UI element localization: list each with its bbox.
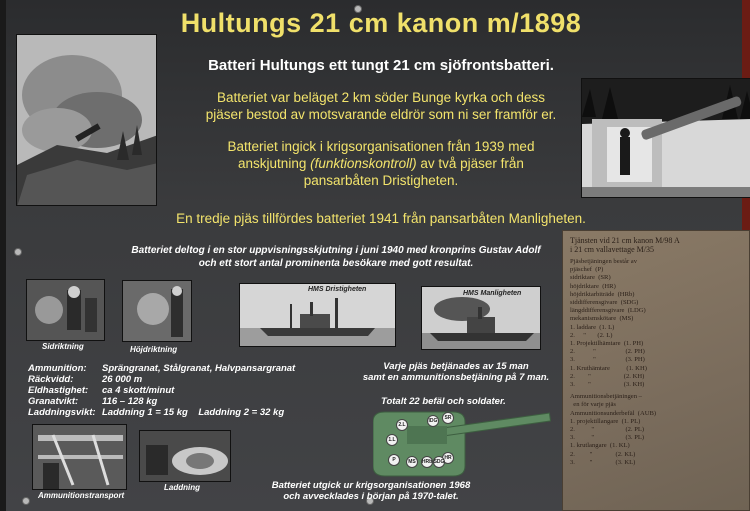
firing-battery-photo — [16, 34, 157, 206]
note-line: 1. Kruthämtare (1. KH) — [570, 364, 647, 372]
note-line: en för varje pjäs — [570, 401, 616, 409]
note-line: mekanismskötare (MS) — [570, 315, 634, 323]
note-line: 1. krutlangare (1. KL) — [570, 442, 630, 450]
note-line: siddifferensgivare (SDG) — [570, 299, 639, 307]
spec-row: Ammunition: Sprängranat, Stålgranat, Halvpansargranat — [28, 363, 296, 374]
third-gun-paragraph: En tredje pjäs tillfördes batteriet 1941 från pansarbåten Manligheten. — [176, 211, 586, 226]
note-line: längddifferensgivare (LDG) — [570, 307, 646, 315]
spec-row: Granatvikt: 116 – 128 kg — [28, 396, 158, 407]
note-heading: i 21 cm vallavettage M/35 — [570, 245, 654, 254]
note-line: 1. laddare (1. L) — [570, 323, 615, 331]
note-line: 3. " (3. PH) — [570, 356, 645, 364]
ammunitionstransport-caption: Ammunitionstransport — [38, 491, 125, 500]
sidriktning-photo — [26, 279, 105, 341]
total-crew-text: Totalt 22 befäl och soldater. — [381, 396, 506, 407]
laddning-caption: Laddning — [164, 483, 200, 492]
intro-line: Batteriet var beläget 2 km söder Bunge kyrka och dess — [217, 90, 545, 105]
note-line: 2. " (2. KH) — [570, 372, 645, 380]
bolt — [14, 248, 22, 256]
organisation-line: Batteriet ingick i krigsorganisationen från 1939 med — [227, 139, 535, 154]
closing-line: och avvecklades i början på 1970-talet. — [283, 491, 459, 502]
crew-text — [356, 361, 556, 383]
note-heading: Tjänsten vid 21 cm kanon M/98 A — [570, 236, 680, 245]
laddning-photo — [139, 430, 231, 482]
position-marker: P — [388, 454, 400, 466]
organisation-line: anskjutning (funktionskontroll) av två pjäser från — [238, 156, 524, 171]
note-line: 2. " (2. PL) — [570, 426, 645, 434]
position-marker: SDG — [433, 456, 445, 468]
note-line: höjdriktarbiträde (HRb) — [570, 290, 635, 298]
position-marker: MS — [406, 456, 418, 468]
note-line: 2. " (2. PH) — [570, 348, 645, 356]
position-marker: HR — [442, 452, 454, 464]
note-line: pjäschef (P) — [570, 266, 604, 274]
spec-row: Räckvidd: 26 000 m — [28, 374, 143, 385]
bolt — [22, 497, 30, 505]
crew-line: Varje pjäs betjänades av 15 man — [383, 361, 529, 372]
board-subtitle: Batteri Hultungs ett tungt 21 cm sjöfrontsbatteri. — [208, 57, 554, 74]
note-lines — [570, 258, 742, 467]
demonstration-line: Batteriet deltog i en stor uppvisningsskjutning i juni 1940 med kronprins Gustav Adolf — [131, 245, 541, 256]
note-line: Ammunitionsbetjäningen – — [570, 393, 642, 401]
intro-line: pjäser bestod av motsvarande eldrör som ni ser framför er. — [205, 107, 557, 122]
spec-row: Eldhastighet: ca 4 skott/minut — [28, 385, 175, 396]
note-line: Pjäsbetjäningen består av — [570, 258, 638, 265]
note-line: höjdriktare (HR) — [570, 282, 616, 290]
note-line: 3. " (3. KL) — [570, 458, 636, 466]
note-line: 1. Projektilhämtare (1. PH) — [570, 340, 644, 348]
hms-manligheten-caption: HMS Manligheten — [463, 290, 522, 297]
organisation-emphasis: (funktionskontroll) — [310, 156, 417, 171]
note-line: 2. " (2. KL) — [570, 450, 636, 458]
organisation-line: pansarbåten Dristigheten. — [303, 173, 459, 188]
position-marker: lDG — [427, 415, 439, 427]
intro-paragraph — [171, 89, 591, 123]
position-marker: HRb — [421, 456, 433, 468]
note-line: sidriktare (SR) — [570, 274, 611, 282]
ammunitionstransport-photo — [32, 424, 127, 490]
gun-crew-diagram — [373, 408, 553, 483]
position-marker: 2.L — [396, 419, 408, 431]
note-line: 3. " (3. KH) — [570, 381, 645, 389]
organisation-paragraph — [166, 138, 596, 189]
note-line: 1. projektillangare (1. PL) — [570, 417, 641, 425]
spec-row: Laddningsvikt: Laddning 1 = 15 kg Laddning 2 = 32 kg — [28, 407, 285, 418]
gun-specifications — [28, 363, 295, 418]
note-line: Ammunitionsunderbefäl (AUB) — [570, 409, 657, 417]
demonstration-paragraph — [116, 244, 556, 270]
position-marker: 1.L — [386, 434, 398, 446]
note-line: 3. " (3. PL) — [570, 434, 645, 442]
hojdriktning-photo — [122, 280, 192, 342]
sidriktning-caption: Sidriktning — [42, 342, 84, 351]
note-line: 2. " (2. L) — [570, 331, 613, 339]
board-title: Hultungs 21 cm kanon m/1898 — [180, 8, 582, 38]
hojdriktning-caption: Höjdriktning — [130, 345, 178, 354]
demonstration-line: och ett stort antal prominenta besökare med gott resultat. — [198, 258, 474, 269]
closing-line: Batteriet utgick ur krigsorganisationen 1968 — [271, 480, 471, 491]
hms-dristigheten-caption: HMS Dristigheten — [308, 286, 367, 293]
gun-emplacement-photo — [581, 78, 750, 198]
position-marker: SR — [442, 412, 454, 424]
crew-duties-note — [562, 230, 750, 511]
crew-line: samt en ammunitionsbetjäning på 7 man. — [362, 372, 550, 383]
closing-text — [246, 480, 496, 502]
